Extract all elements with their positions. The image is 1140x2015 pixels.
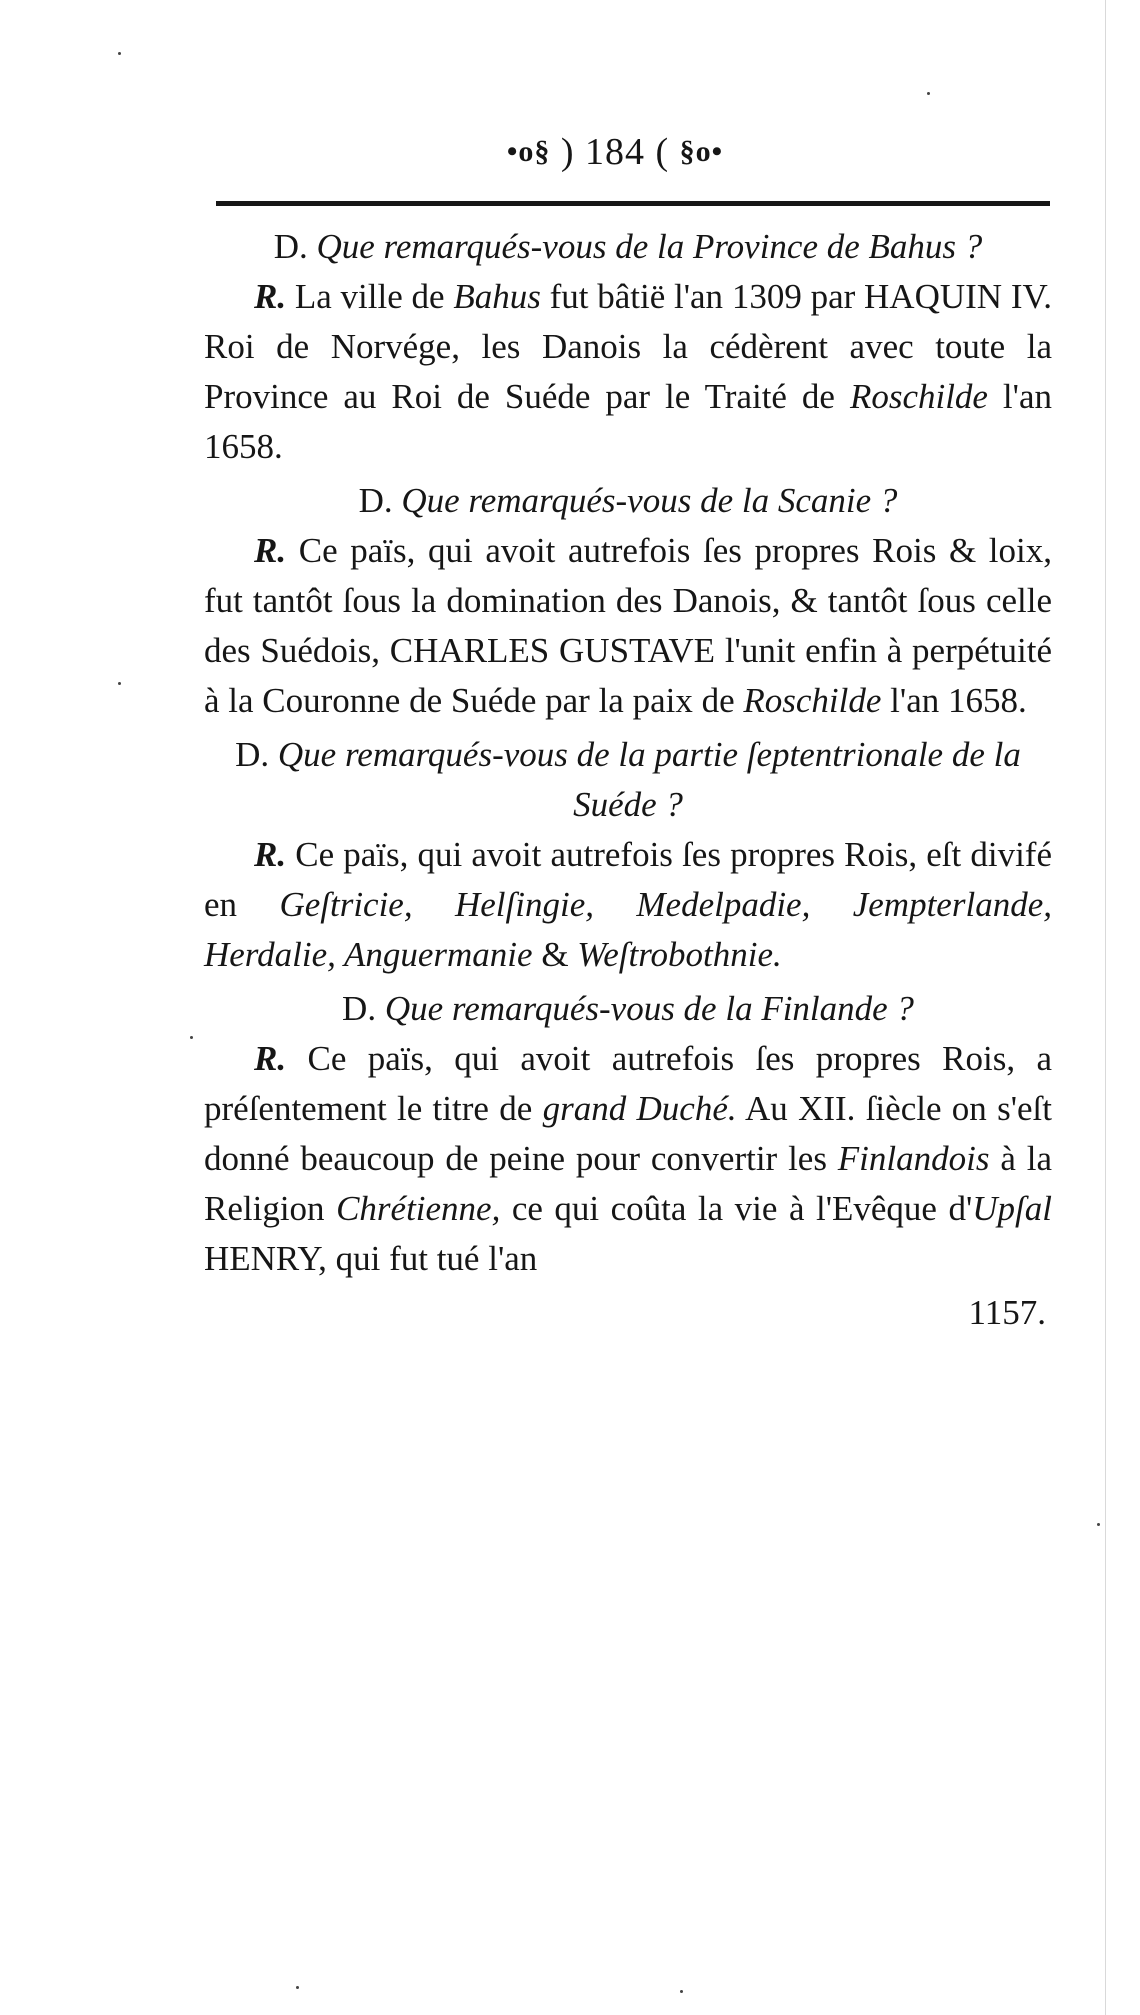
ornament-left: •o§ xyxy=(506,135,551,168)
header-rule xyxy=(216,201,1050,206)
question-text: Que remarqués-vous de la Province de Bahus ? xyxy=(316,227,983,266)
answer-prefix: R. xyxy=(254,277,287,316)
page-edge-line xyxy=(1105,0,1106,2015)
answer-text: Ce païs, qui avoit autrefois ſes propres Rois, a préſentement le titre de xyxy=(204,1039,1052,1128)
answer-text: & xyxy=(532,935,578,974)
answer-italic: grand Duché. xyxy=(542,1089,737,1128)
question-septentrionale xyxy=(204,730,1052,830)
answer-italic: Geſtricie, Helſingie, Medelpadie, Jempterlande, Herdalie, Anguermanie xyxy=(204,885,1052,974)
answer-text: HENRY, qui fut tué l'an xyxy=(204,1239,538,1278)
question-bahus xyxy=(204,222,1052,272)
answer-text: Au XII. ſiècle on s'eſt donné beaucoup de peine pour convertir les xyxy=(204,1089,1052,1178)
scan-speck xyxy=(118,682,121,685)
scan-speck xyxy=(927,92,930,95)
answer-text: à la Religion xyxy=(204,1139,1052,1228)
question-prefix: D. xyxy=(342,989,377,1028)
question-prefix: D. xyxy=(273,227,308,266)
scan-speck xyxy=(118,52,121,55)
answer-text: l'an 1658. xyxy=(881,681,1027,720)
answer-text: Ce païs, qui avoit autrefois ſes propres Rois & loix, fut tantôt ſous la domination des Danois, & tantôt ſous celle des Suédois, CHARLES GUSTAVE l'unit enfin à perpétuité à la Couronne de Suéde par la paix de xyxy=(204,531,1052,720)
question-text: Que remarqués-vous de la partie ſeptentrionale de la Suéde ? xyxy=(277,735,1021,824)
answer-text: La ville de xyxy=(286,277,454,316)
question-finlande xyxy=(204,984,1052,1034)
catchword: 1157. xyxy=(968,1293,1046,1332)
running-head xyxy=(200,130,1030,174)
scan-speck xyxy=(680,1990,683,1993)
answer-bahus xyxy=(204,272,1052,472)
ornament-right: §o• xyxy=(679,135,724,168)
answer-italic: Weſtrobothnie. xyxy=(577,935,782,974)
answer-italic: Upſal xyxy=(972,1189,1052,1228)
answer-italic: Chrétienne, xyxy=(336,1189,501,1228)
scan-speck xyxy=(296,1986,299,1989)
question-text: Que remarqués-vous de la Finlande ? xyxy=(384,989,914,1028)
answer-text: l'an 1658. xyxy=(204,377,1052,466)
answer-septentrionale xyxy=(204,830,1052,980)
page-number: ) 184 ( xyxy=(560,131,670,173)
answer-italic: Roschilde xyxy=(743,681,882,720)
question-text: Que remarqués-vous de la Scanie ? xyxy=(401,481,898,520)
question-prefix: D. xyxy=(358,481,393,520)
answer-italic: Bahus xyxy=(453,277,541,316)
answer-prefix: R. xyxy=(254,531,287,570)
scan-speck xyxy=(190,1036,193,1039)
answer-text: ce qui coûta la vie à l'Evêque d' xyxy=(500,1189,973,1228)
answer-text: Ce païs, qui avoit autrefois ſes propres Rois, eſt divifé en xyxy=(204,835,1052,924)
answer-scanie xyxy=(204,526,1052,726)
answer-italic: Finlandois xyxy=(837,1139,990,1178)
page-body xyxy=(204,222,1052,1338)
answer-finlande xyxy=(204,1034,1052,1284)
answer-prefix: R. xyxy=(254,1039,287,1078)
answer-prefix: R. xyxy=(254,835,287,874)
question-scanie xyxy=(204,476,1052,526)
answer-italic: Roschilde xyxy=(849,377,988,416)
answer-text: fut bâtië l'an 1309 par HAQUIN IV. Roi de Norvége, les Danois la cédèrent avec toute la Province au Roi de Suéde par le Traité de xyxy=(204,277,1052,416)
scan-speck xyxy=(1097,1523,1100,1526)
question-prefix: D. xyxy=(235,735,270,774)
